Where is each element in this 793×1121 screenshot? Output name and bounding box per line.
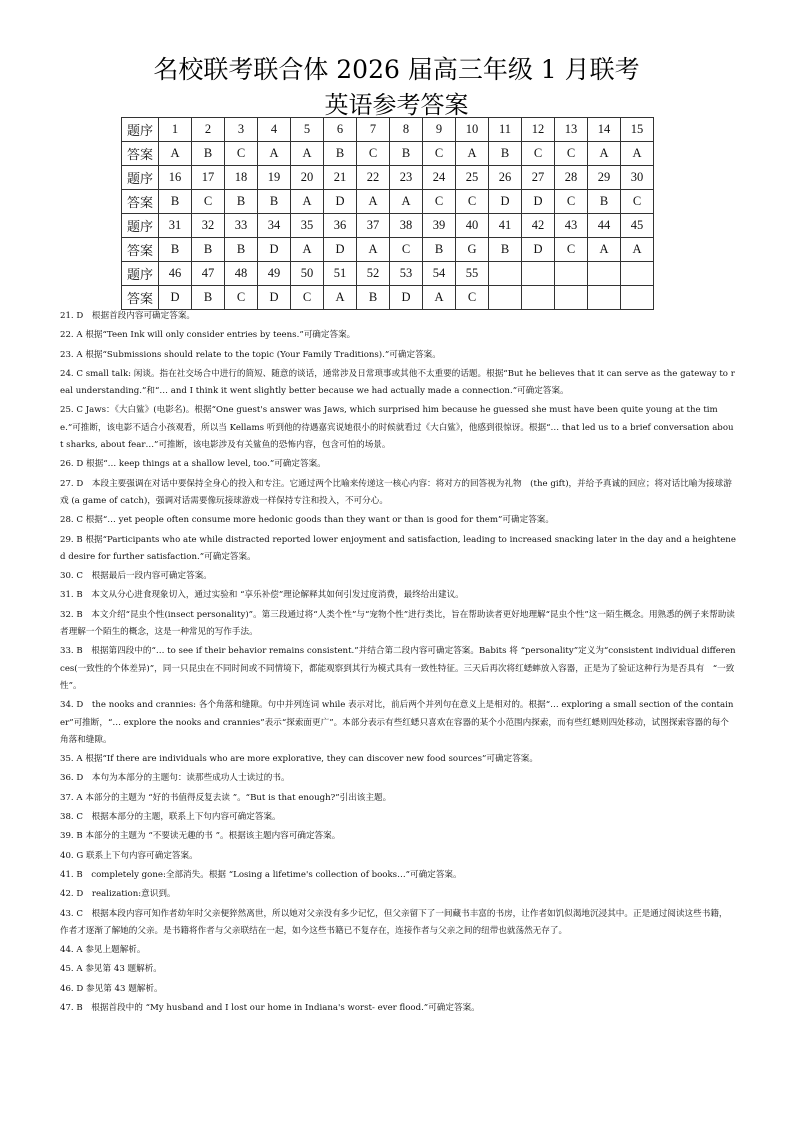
explanation-item: 26. D 根据“… keep things at a shallow level, too.”可确定答案。 xyxy=(60,459,326,470)
question-number-cell: 9 xyxy=(423,118,456,142)
question-number-cell: 37 xyxy=(357,214,390,238)
explanation-item: 39. B 本部分的主题为 “不要读无趣的书 ”。根据该主题内容可确定答案。 xyxy=(60,831,341,842)
explanation-item: 40. G 联系上下句内容可确定答案。 xyxy=(60,850,198,861)
question-number-cell: 28 xyxy=(555,166,588,190)
answer-cell: B xyxy=(423,238,456,262)
answer-cell: B xyxy=(588,190,621,214)
answer-cell xyxy=(489,286,522,310)
answer-cell: D xyxy=(324,238,357,262)
question-number-cell: 51 xyxy=(324,262,357,286)
question-number-cell: 48 xyxy=(225,262,258,286)
page-title: 名校联考联合体 2026 届高三年级 1 月联考 xyxy=(153,55,640,84)
question-number-row xyxy=(122,166,654,190)
explanation-item: 27. D 本段主要强调在对话中要保持全身心的投入和专注。它通过两个比喻来传递这一核心内容：将对方的回答视为礼物 (the gift)，并给予真诚的回应；将对话比喻为接球游戏 (a game of catch)，强调对话需要像玩接球游戏一样保持专注和投入，不可分心。 xyxy=(60,478,732,506)
answer-cell: A xyxy=(390,190,423,214)
answer-label-cell: 答案 xyxy=(122,238,159,262)
question-number-cell: 32 xyxy=(192,214,225,238)
answer-cell: C xyxy=(225,142,258,166)
question-label-cell: 题序 xyxy=(122,166,159,190)
explanation-item: 35. A 根据“If there are individuals who are more explorative, they can discover new food sources”可确定答案。 xyxy=(60,754,538,765)
answer-cell: B xyxy=(159,238,192,262)
answer-cell: C xyxy=(423,190,456,214)
question-number-row xyxy=(122,118,654,142)
question-number-cell: 15 xyxy=(621,118,654,142)
question-number-cell: 46 xyxy=(159,262,192,286)
explanation-item: 41. B completely gone:全部消失。根据 “Losing a lifetime's collection of books…”可确定答案。 xyxy=(60,869,462,880)
answer-cell: C xyxy=(555,190,588,214)
question-number-cell: 45 xyxy=(621,214,654,238)
question-number-cell: 53 xyxy=(390,262,423,286)
explanation-item: 47. B 根据首段中的 “My husband and I lost our home in Indiana's worst- ever flood.”可确定答案。 xyxy=(60,1002,480,1013)
question-number-cell: 55 xyxy=(456,262,489,286)
answer-cell: D xyxy=(390,286,423,310)
question-number-cell: 43 xyxy=(555,214,588,238)
explanation-item: 23. A 根据“Submissions should relate to the topic (Your Family Traditions).”可确定答案。 xyxy=(60,349,441,360)
answer-cell xyxy=(621,286,654,310)
answer-cell: C xyxy=(357,142,390,166)
answer-cell: A xyxy=(357,190,390,214)
answer-cell: A xyxy=(291,238,324,262)
question-number-cell: 29 xyxy=(588,166,621,190)
answer-cell: C xyxy=(555,238,588,262)
explanation-item: 46. D 参见第 43 题解析。 xyxy=(60,983,163,994)
answer-cell: D xyxy=(159,286,192,310)
answer-cell: D xyxy=(489,190,522,214)
explanation-item: 24. C small talk: 闲谈。指在社交场合中进行的简短、随意的谈话，通常涉及日常琐事或其他不太重要的话题。根据“But he believes that it can serve as the gateway to real understanding.”和“… and I think it went slightly better because we had actually made a connection.”可确定答案。 xyxy=(60,368,735,397)
answer-cell xyxy=(588,286,621,310)
question-number-cell: 11 xyxy=(489,118,522,142)
question-number-cell: 13 xyxy=(555,118,588,142)
question-number-row xyxy=(122,214,654,238)
answer-cell: A xyxy=(423,286,456,310)
answer-cell: D xyxy=(258,238,291,262)
answer-cell: C xyxy=(423,142,456,166)
answer-cell: A xyxy=(588,238,621,262)
answer-row xyxy=(122,238,654,262)
answer-cell: G xyxy=(456,238,489,262)
answer-row xyxy=(122,142,654,166)
question-number-cell: 49 xyxy=(258,262,291,286)
answer-cell: B xyxy=(159,190,192,214)
answer-cell: A xyxy=(456,142,489,166)
question-number-cell xyxy=(489,262,522,286)
answer-table xyxy=(121,117,654,310)
explanation-item: 44. A 参见上题解析。 xyxy=(60,945,146,956)
answer-cell: A xyxy=(324,286,357,310)
answer-cell: B xyxy=(192,142,225,166)
question-number-cell: 38 xyxy=(390,214,423,238)
question-number-cell: 20 xyxy=(291,166,324,190)
question-number-cell xyxy=(588,262,621,286)
explanation-item: 21. D 根据首段内容可确定答案。 xyxy=(60,311,196,321)
answer-cell: B xyxy=(192,286,225,310)
answer-cell: D xyxy=(522,190,555,214)
question-number-cell: 42 xyxy=(522,214,555,238)
explanation-item: 22. A 根据“Teen Ink will only consider entries by teens.”可确定答案。 xyxy=(60,330,356,341)
question-number-cell: 3 xyxy=(225,118,258,142)
question-number-cell: 14 xyxy=(588,118,621,142)
question-number-cell: 10 xyxy=(456,118,489,142)
question-number-cell: 22 xyxy=(357,166,390,190)
question-number-cell: 50 xyxy=(291,262,324,286)
answer-cell: D xyxy=(258,286,291,310)
answer-cell: A xyxy=(258,142,291,166)
answer-cell: C xyxy=(456,286,489,310)
answer-cell: A xyxy=(588,142,621,166)
answer-cell: A xyxy=(621,142,654,166)
question-number-cell: 41 xyxy=(489,214,522,238)
answer-cell: B xyxy=(225,190,258,214)
explanation-item: 31. B 本文从分心进食现象切入，通过实验和 “享乐补偿”理论解释其如何引发过度消费，最终给出建议。 xyxy=(60,590,464,601)
answer-cell: C xyxy=(555,142,588,166)
answer-cell: B xyxy=(192,238,225,262)
question-number-cell: 33 xyxy=(225,214,258,238)
question-number-cell: 34 xyxy=(258,214,291,238)
answer-cell: A xyxy=(621,238,654,262)
question-number-cell: 4 xyxy=(258,118,291,142)
question-number-cell xyxy=(555,262,588,286)
question-number-cell: 52 xyxy=(357,262,390,286)
question-number-cell: 16 xyxy=(159,166,192,190)
explanation-item: 42. D realization:意识到。 xyxy=(60,889,176,900)
question-number-cell: 31 xyxy=(159,214,192,238)
question-number-cell: 26 xyxy=(489,166,522,190)
answer-cell: A xyxy=(159,142,192,166)
answer-cell: A xyxy=(357,238,390,262)
answer-cell: C xyxy=(456,190,489,214)
answer-cell: A xyxy=(291,142,324,166)
question-number-cell: 2 xyxy=(192,118,225,142)
answer-cell: C xyxy=(192,190,225,214)
explanation-item: 45. A 参见第 43 题解析。 xyxy=(60,964,162,975)
explanation-item: 43. C 根据本段内容可知作者幼年时父亲便猝然离世，所以她对父亲没有多少记忆，但父亲留下了一间藏书丰富的书房，让作者如饥似渴地沉浸其中。正是通过阅读这些书籍，作者才逐渐了解她的父亲。是书籍将作者与父亲联结在一起，如今这些书籍已不复存在，连接作者与父亲之间的纽带也就荡然无存了。 xyxy=(60,908,728,936)
question-number-cell: 35 xyxy=(291,214,324,238)
answer-row xyxy=(122,190,654,214)
explanation-list xyxy=(60,308,736,1019)
answer-cell xyxy=(555,286,588,310)
answer-cell: D xyxy=(324,190,357,214)
explanation-item: 37. A 本部分的主题为 “好的书值得反复去读 ”。“But is that enough?”引出该主题。 xyxy=(60,792,392,803)
question-number-cell: 39 xyxy=(423,214,456,238)
answer-cell: B xyxy=(258,190,291,214)
page-subtitle: 英语参考答案 xyxy=(324,91,469,119)
question-number-cell: 6 xyxy=(324,118,357,142)
answer-cell: B xyxy=(324,142,357,166)
explanation-item: 29. B 根据“Participants who ate while distracted reported lower enjoyment and satisfaction, leading to increased snacking later in the day and a heightened desire for further satisfaction.”可确定答案。 xyxy=(60,534,736,562)
answer-cell: B xyxy=(390,142,423,166)
answer-row xyxy=(122,286,654,310)
answer-cell: B xyxy=(225,238,258,262)
question-number-cell: 54 xyxy=(423,262,456,286)
question-number-cell: 5 xyxy=(291,118,324,142)
question-number-cell: 7 xyxy=(357,118,390,142)
question-number-cell: 40 xyxy=(456,214,489,238)
answer-cell: B xyxy=(357,286,390,310)
question-number-cell: 19 xyxy=(258,166,291,190)
answer-label-cell: 答案 xyxy=(122,142,159,166)
question-number-cell: 36 xyxy=(324,214,357,238)
explanation-item: 30. C 根据最后一段内容可确定答案。 xyxy=(60,571,212,582)
answer-cell xyxy=(522,286,555,310)
question-number-cell: 47 xyxy=(192,262,225,286)
question-label-cell: 题序 xyxy=(122,118,159,142)
explanation-item: 32. B 本文介绍“昆虫个性(insect personality)”。第三段通过将“人类个性”与“宠物个性”进行类比，旨在帮助读者更好地理解“昆虫个性”这一陌生概念。用熟悉的例子来帮助读者理解一个陌生的概念，这是一种常见的写作手法。 xyxy=(60,609,735,638)
question-number-cell: 8 xyxy=(390,118,423,142)
question-label-cell: 题序 xyxy=(122,262,159,286)
answer-cell: B xyxy=(489,238,522,262)
question-number-cell: 25 xyxy=(456,166,489,190)
answer-cell: D xyxy=(522,238,555,262)
question-number-cell xyxy=(621,262,654,286)
question-number-cell: 30 xyxy=(621,166,654,190)
question-number-cell: 18 xyxy=(225,166,258,190)
question-number-cell: 27 xyxy=(522,166,555,190)
explanation-item: 36. D 本句为本部分的主题句：读那些成功人士读过的书。 xyxy=(60,773,290,784)
answer-cell: B xyxy=(489,142,522,166)
question-number-cell: 12 xyxy=(522,118,555,142)
question-number-cell xyxy=(522,262,555,286)
question-label-cell: 题序 xyxy=(122,214,159,238)
question-number-cell: 24 xyxy=(423,166,456,190)
answer-cell: C xyxy=(522,142,555,166)
explanation-item: 38. C 根据本部分的主题，联系上下句内容可确定答案。 xyxy=(60,812,281,823)
question-number-cell: 17 xyxy=(192,166,225,190)
answer-cell: C xyxy=(390,238,423,262)
answer-cell: C xyxy=(291,286,324,310)
answer-label-cell: 答案 xyxy=(122,286,159,310)
answer-cell: C xyxy=(225,286,258,310)
answer-cell: C xyxy=(621,190,654,214)
question-number-cell: 21 xyxy=(324,166,357,190)
question-number-cell: 23 xyxy=(390,166,423,190)
answer-cell: A xyxy=(291,190,324,214)
explanation-item: 33. B 根据第四段中的“… to see if their behavior remains consistent.”并结合第二段内容可确定答案。Babits 将 “personality”定义为“consistent individual differences(一致性的个体差异)”，同一只昆虫在不同时间或不同情境下，都能观察到其行为模式具有一致性特征。三天后再次将红蟋蟀放入容器，正是为了验证这种行为是否具有 “一致性”。 xyxy=(60,646,736,691)
explanation-item: 28. C 根据“… yet people often consume more hedonic goods than they want or than is good for them”可确定答案。 xyxy=(60,515,554,526)
explanation-item: 25. C Jaws：《大白鲨》(电影名)。根据“One guest's answer was Jaws, which surprised him because he guessed she must have been quite young at the time.”可推断，该电影不适合小孩观看，所以当 Kellams 听到他的待遇嘉宾说她很小的时候就看过《大白鲨》，他感到很惊讶。根据“… that led us to a brief conversation about sharks, about fear…”可推断，该电影涉及有关鲨鱼的恐怖内容，包含可怕的场景。 xyxy=(60,405,734,451)
question-number-row xyxy=(122,262,654,286)
explanation-item: 34. D the nooks and crannies: 各个角落和缝隙。句中并列连词 while 表示对比，前后两个并列句在意义上是相对的。根据“… exploring a small section of the container”可推断，“… explore the nooks and crannies”表示“探索面更广”。本部分表示有些红蟋只喜欢在容器的某个小范围内探索，而有些红蟋则四处移动，试图探索容器的每个角落和缝隙。 xyxy=(60,700,734,745)
question-number-cell: 44 xyxy=(588,214,621,238)
answer-label-cell: 答案 xyxy=(122,190,159,214)
question-number-cell: 1 xyxy=(159,118,192,142)
